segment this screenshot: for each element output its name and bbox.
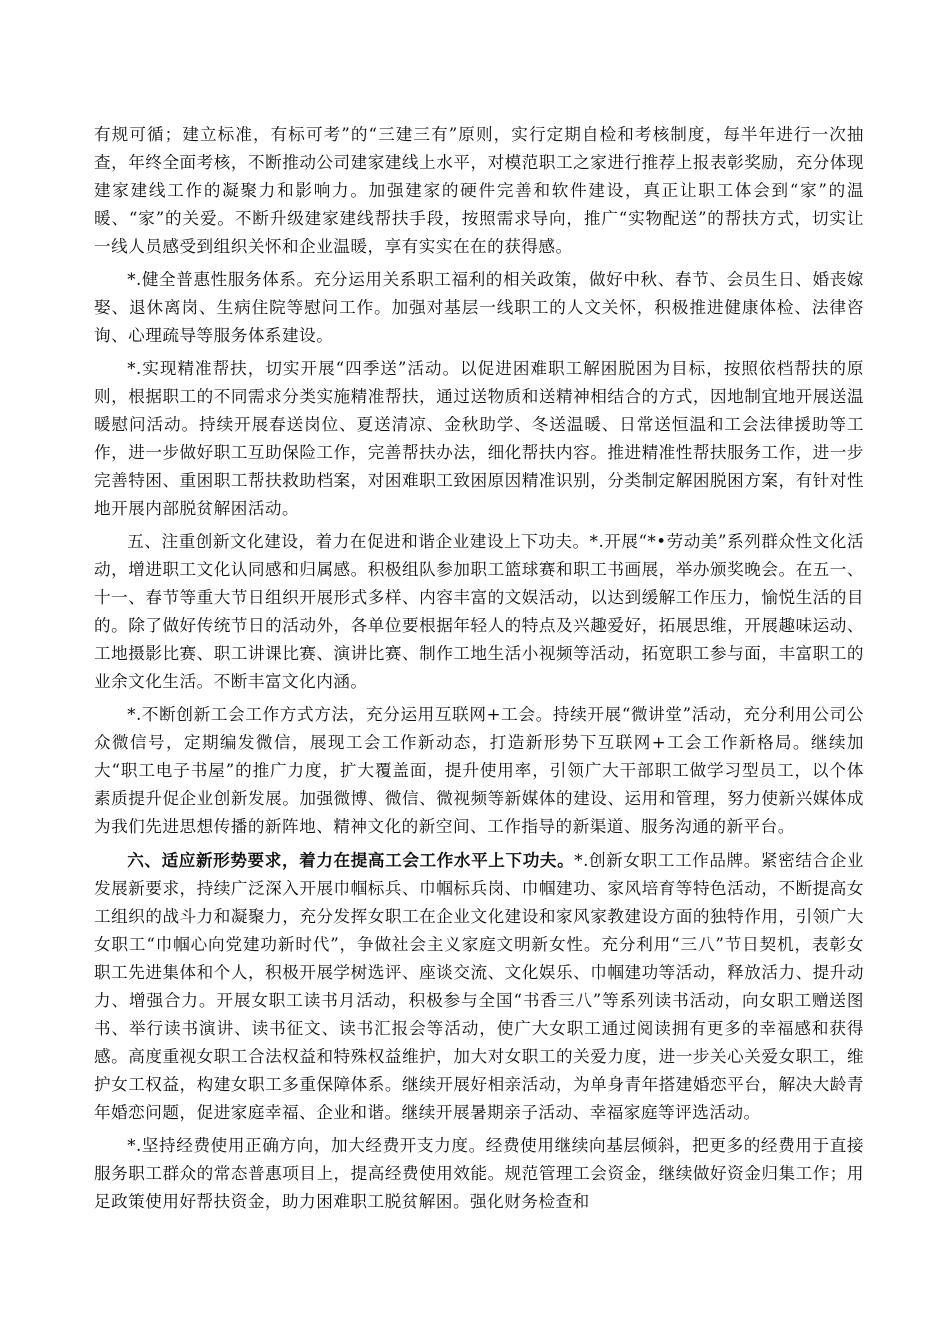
paragraph-5 [94,701,864,841]
paragraph-3 [94,355,864,523]
paragraph-7 [94,1132,864,1216]
section-heading-6: 六、适应新形势要求，着力在提高工会工作水平上下功夫。 [127,850,575,870]
paragraph-5-text: *.不断创新工会工作方式方法，充分运用互联网+工会。持续开展“微讲堂”活动，充分利用公司公众微信号，定期编发微信，展现工会工作新动态，打造新形势下互联网+工会工作新格局。继续加大“职工电子书屋”的推广力度，扩大覆盖面，提升使用率，引领广大干部职工做学习型员工，以个体素质提升促企业创新发展。加强微博、微信、微视频等新媒体的建设、运用和管理，努力使新兴媒体成为我们先进思想传播的新阵地、精神文化的新空间、工作指导的新渠道、服务沟通的新平台。 [94,705,864,836]
paragraph-6-text: *.创新女职工工作品牌。紧密结合企业发展新要求，持续广泛深入开展巾帼标兵、巾帼标兵岗、巾帼建功、家风培育等特色活动，不断提高女工组织的战斗力和凝聚力，充分发挥女职工在企业文化建设和家风家教建设方面的独特作用，引领广大女职工“巾帼心向党建功新时代”，争做社会主义家庭文明新女性。充分利用“三八”节日契机，表彰女职工先进集体和个人，积极开展学树选评、座谈交流、文化娱乐、巾帼建功等活动，释放活力、提升动力、增强合力。开展女职工读书月活动，积极参与全国“书香三八”等系列读书活动，向女职工赠送图书、举行读书演讲、读书征文、读书汇报会等活动，使广大女职工通过阅读拥有更多的幸福感和获得感。高度重视女职工合法权益和特殊权益维护，加大对女职工的关爱力度，进一步关心关爱女职工，维护女工权益，构建女职工多重保障体系。继续开展好相亲活动，为单身青年搭建婚恋平台，解决大龄青年婚恋问题，促进家庭幸福、企业和谐。继续开展暑期亲子活动、幸福家庭等评选活动。 [94,851,865,1122]
paragraph-7-text: *.坚持经费使用正确方向，加大经费开支力度。经费使用继续向基层倾斜，把更多的经费用于直接服务职工群众的常态普惠项目上，提高经费使用效能。规范管理工会资金，继续做好资金归集工作；用足政策使用好帮扶资金，助力困难职工脱贫解困。强化财务检查和 [94,1136,864,1211]
paragraph-4 [94,528,864,696]
paragraph-3-text: *.实现精准帮扶，切实开展“四季送”活动。以促进困难职工解困脱困为目标，按照依档帮扶的原则，根据职工的不同需求分类实施精准帮扶，通过送物质和送精神相结合的方式，因地制宜地开展送温暖慰问活动。持续开展春送岗位、夏送清凉、金秋助学、冬送温暖、日常送恒温和工会法律援助等工作，进一步做好职工互助保险工作，完善帮扶办法，细化帮扶内容。推进精准性帮扶服务工作，进一步完善特困、重困职工帮扶救助档案，对困难职工致困原因精准识别，分类制定解困脱困方案，有针对性地开展内部脱贫解困活动。 [94,359,864,518]
paragraph-2-text: *.健全普惠性服务体系。充分运用关系职工福利的相关政策，做好中秋、春节、会员生日、婚丧嫁娶、退休离岗、生病住院等慰问工作。加强对基层一线职工的人文关怀，积极推进健康体检、法律咨询、心理疏导等服务体系建设。 [94,270,864,345]
paragraph-6 [94,846,864,1127]
paragraph-4-text: 五、注重创新文化建设，着力在促进和谐企业建设上下功夫。*.开展“*•劳动美”系列群众性文化活动，增进职工文化认同感和归属感。积极组队参加职工篮球赛和职工书画展，举办颁奖晚会。在五一、十一、春节等重大节日组织开展形式多样、内容丰富的文娱活动，以达到缓解工作压力，愉悦生活的目的。除了做好传统节日的活动外，各单位要根据年轻人的特点及兴趣爱好，拓展思维，开展趣味运动、工地摄影比赛、职工讲课比赛、演讲比赛、制作工地生活小视频等活动，拓宽职工参与面，丰富职工的业余文化生活。不断丰富文化内涵。 [94,532,864,691]
paragraph-1-text: 有规可循；建立标准，有标可考”的“三建三有”原则，实行定期自检和考核制度，每半年进行一次抽查，年终全面考核，不断推动公司建家建线上水平，对模范职工之家进行推荐上报表彰奖励，充分体现建家建线工作的凝聚力和影响力。加强建家的硬件完善和软件建设，真正让职工体会到“家”的温暖、“家”的关爱。不断升级建家建线帮扶手段，按照需求导向，推广“实物配送”的帮扶方式，切实让一线人员感受到组织关怀和企业温暖，享有实实在在的获得感。 [94,125,864,256]
paragraph-2 [94,266,864,350]
paragraph-1 [94,121,864,261]
